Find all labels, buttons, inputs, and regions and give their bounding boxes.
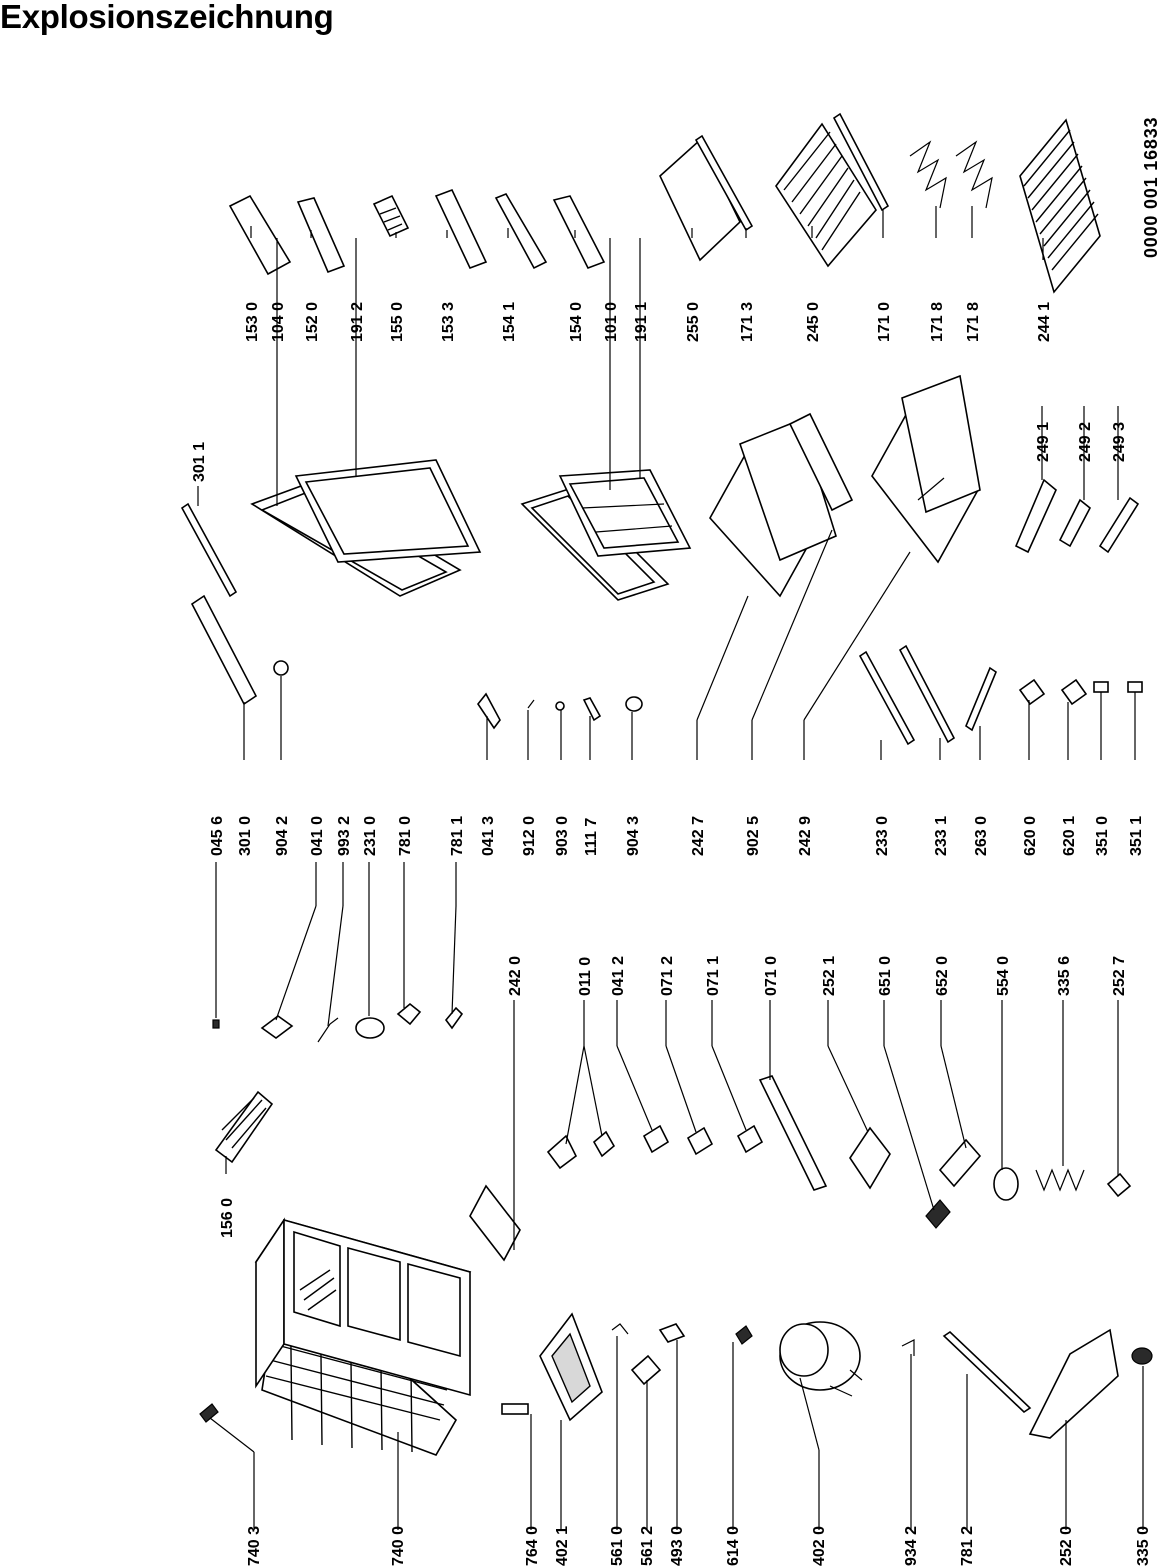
part-label: 740 3 <box>246 1525 263 1566</box>
door-trim-illustration <box>182 504 236 596</box>
part-label: 904 3 <box>625 815 642 856</box>
part-label: 171 3 <box>739 301 756 342</box>
part-label: 493 0 <box>669 1525 686 1566</box>
part-label: 335 6 <box>1056 955 1073 996</box>
glass-shelf-illustration <box>660 140 740 260</box>
part-label: 781 1 <box>449 815 466 856</box>
part-label: 111 7 <box>583 817 600 856</box>
part-label: 301 0 <box>237 815 254 856</box>
part-label: 171 8 <box>965 301 982 342</box>
holder-illustration <box>956 142 992 208</box>
holder-illustration <box>910 142 946 208</box>
part-label: 154 0 <box>568 301 585 342</box>
part-label: 912 0 <box>521 815 538 856</box>
butter-tray-illustration <box>470 1186 520 1260</box>
small-parts-c6-illustration <box>478 646 1142 744</box>
egg-tray-illustration <box>216 1092 272 1162</box>
part-label: 902 5 <box>745 815 762 856</box>
part-label: 101 0 <box>603 301 620 342</box>
part-label: 153 3 <box>440 301 457 342</box>
part-label: 561 2 <box>639 1525 656 1566</box>
fitting-illustration <box>200 1404 218 1422</box>
part-label: 561 0 <box>609 1525 626 1566</box>
part-label: 242 7 <box>690 815 707 856</box>
part-label: 155 0 <box>389 301 406 342</box>
part-label: 351 0 <box>1094 815 1111 856</box>
part-label: 335 0 <box>1135 1525 1152 1566</box>
part-label: 652 0 <box>934 955 951 996</box>
part-label: 171 0 <box>876 301 893 342</box>
part-label: 071 1 <box>705 955 722 996</box>
part-label: 041 0 <box>309 815 326 856</box>
part-illustrations <box>182 114 1152 1455</box>
part-label: 231 0 <box>362 815 379 856</box>
part-label: 402 1 <box>554 1525 571 1566</box>
part-label: 249 1 <box>1035 421 1052 462</box>
part-label: 171 8 <box>929 301 946 342</box>
part-label: 252 1 <box>821 955 838 996</box>
grille-illustration <box>1020 120 1100 292</box>
part-label: 993 2 <box>336 815 353 856</box>
part-label: 402 0 <box>811 1525 828 1566</box>
part-label: 249 2 <box>1077 421 1094 462</box>
thermostat-housing-illustration <box>540 1314 602 1420</box>
part-label: 651 0 <box>877 955 894 996</box>
part-label: 153 0 <box>244 301 261 342</box>
part-label: 245 0 <box>805 301 822 342</box>
part-label: 071 2 <box>659 955 676 996</box>
part-label: 263 0 <box>973 815 990 856</box>
part-label: 041 3 <box>480 815 497 856</box>
part-label: 242 9 <box>797 815 814 856</box>
part-label: 301 1 <box>191 441 208 482</box>
part-label: 156 0 <box>219 1197 236 1238</box>
part-label: 191 2 <box>349 301 366 342</box>
crisper-drawers-illustration <box>710 376 980 596</box>
wire-shelf-illustration <box>776 124 876 266</box>
part-label: 152 0 <box>304 301 321 342</box>
part-label: 764 0 <box>524 1525 541 1566</box>
part-label: 191 1 <box>633 301 650 342</box>
part-label: 252 0 <box>1058 1525 1075 1566</box>
page-title: Explosionszeichnung <box>0 0 334 35</box>
door-shelves-illustration <box>230 190 604 274</box>
part-label: 351 1 <box>1128 815 1145 856</box>
document-number-text: 0000 001 16833 <box>1141 116 1161 258</box>
part-label: 781 0 <box>397 815 414 856</box>
hinge-parts-illustration <box>1016 480 1138 552</box>
part-label: 904 2 <box>274 815 291 856</box>
part-label: 252 7 <box>1111 955 1128 996</box>
part-label: 255 0 <box>685 301 702 342</box>
part-label: 233 1 <box>933 815 950 856</box>
plug-illustration <box>274 661 288 675</box>
part-label: 903 0 <box>554 815 571 856</box>
part-label: 249 3 <box>1111 421 1128 462</box>
part-label: 554 0 <box>995 955 1012 996</box>
part-label: 740 0 <box>390 1525 407 1566</box>
small-parts-c3-illustration <box>548 1076 1130 1228</box>
part-label: 011 0 <box>577 956 594 996</box>
part-label: 781 2 <box>959 1525 976 1566</box>
part-label: 934 2 <box>903 1525 920 1566</box>
part-label: 620 0 <box>1022 815 1039 856</box>
part-label: 071 0 <box>763 955 780 996</box>
compressor-illustration <box>780 1322 862 1396</box>
part-label: 233 0 <box>874 815 891 856</box>
shelf-trim-illustration <box>192 596 256 704</box>
part-label: 244 1 <box>1036 301 1053 342</box>
small-parts-c4-illustration <box>213 1004 462 1042</box>
part-label: 045 6 <box>209 815 226 856</box>
part-label: 620 1 <box>1061 815 1078 856</box>
part-label: 104 0 <box>270 301 287 342</box>
fridge-door-illustration <box>522 470 690 600</box>
part-label: 154 1 <box>501 301 518 342</box>
part-label: 614 0 <box>725 1525 742 1566</box>
freezer-door-illustration <box>252 460 480 596</box>
part-label: 242 0 <box>507 955 524 996</box>
part-label: 041 2 <box>610 955 627 996</box>
